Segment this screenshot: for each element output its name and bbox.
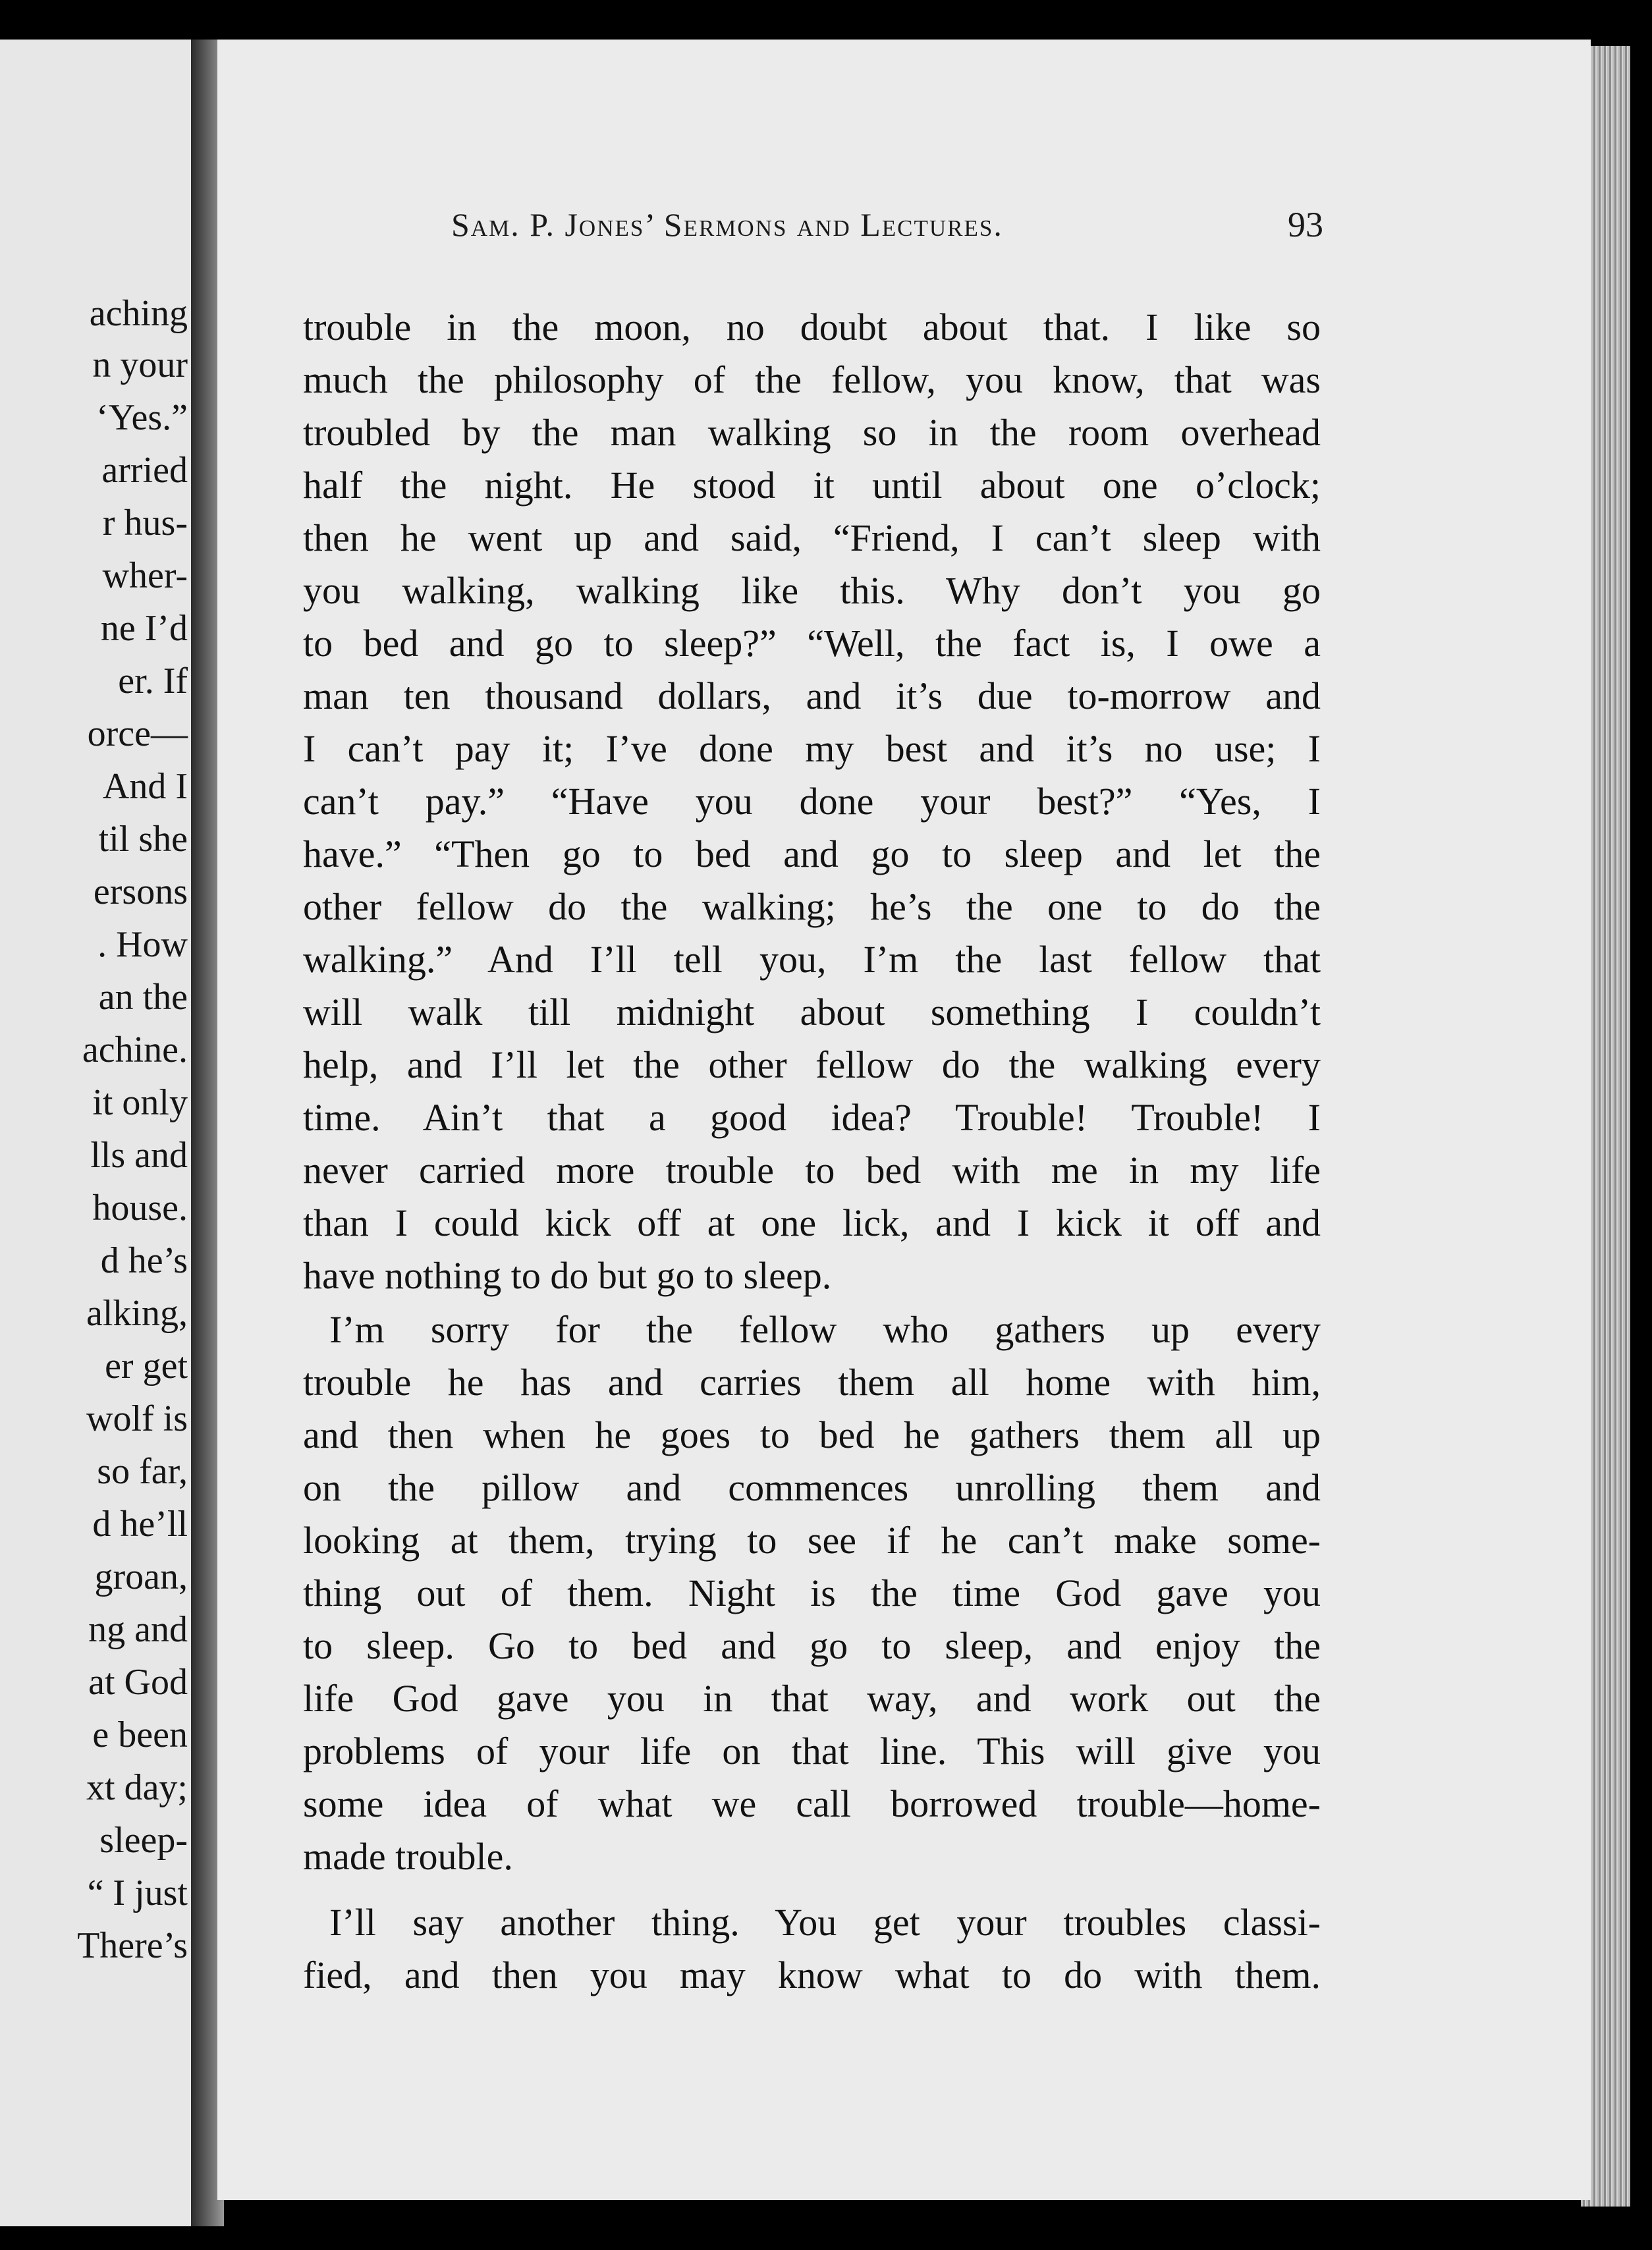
left-page-line: orce—: [87, 713, 188, 754]
left-page-line: ‘Yes.”: [96, 397, 188, 438]
text-line: walking.” And I’ll tell you, I’m the last fellow that: [303, 938, 1321, 981]
left-page-line: house.: [92, 1188, 188, 1228]
text-line: and then when he goes to bed he gathers them all up: [303, 1413, 1321, 1456]
left-page-line: “ I just: [87, 1873, 188, 1913]
page-number: 93: [1288, 205, 1323, 244]
text-line: to sleep. Go to bed and go to sleep, and enjoy the: [303, 1624, 1321, 1667]
left-page-line: so far,: [97, 1451, 188, 1492]
text-line: help, and I’ll let the other fellow do the walking every: [303, 1043, 1321, 1086]
text-line: trouble in the moon, no doubt about that. I like so: [303, 306, 1321, 348]
text-line: have nothing to do but go to sleep.: [303, 1254, 832, 1297]
text-line: will walk till midnight about something I couldn’t: [303, 991, 1321, 1033]
text-line: can’t pay.” “Have you done your best?” “Yes, I: [303, 780, 1321, 823]
paragraph-first-line: I’m sorry for the fellow who gathers up every: [329, 1308, 1321, 1351]
left-page-line: xt day;: [86, 1767, 188, 1808]
text-line: than I could kick off at one lick, and I kick it off and: [303, 1201, 1321, 1244]
left-page-line: ne I’d: [100, 608, 188, 649]
left-page-line: er get: [105, 1346, 188, 1386]
text-line: some idea of what we call borrowed trouble—home-: [303, 1782, 1321, 1825]
left-page-line: arried: [101, 450, 188, 491]
text-line: on the pillow and commences unrolling them and: [303, 1466, 1321, 1509]
left-page-line: e been: [92, 1715, 188, 1755]
text-line: other fellow do the walking; he’s the one to do the: [303, 885, 1321, 928]
paragraph-first-line: I’ll say another thing. You get your troubles classi-: [329, 1901, 1321, 1944]
text-line: to bed and go to sleep?” “Well, the fact is, I owe a: [303, 622, 1321, 665]
text-line: trouble he has and carries them all home with him,: [303, 1361, 1321, 1404]
text-line: looking at them, trying to see if he can’t make some-: [303, 1519, 1321, 1562]
left-page-line: wolf is: [86, 1398, 188, 1439]
left-page-line: alking,: [86, 1293, 188, 1334]
facing-page-left: [0, 40, 194, 2226]
text-line: then he went up and said, “Friend, I can’t sleep with: [303, 516, 1321, 559]
left-page-line: an the: [98, 977, 188, 1018]
left-page-line: n your: [92, 344, 188, 385]
left-page-line: groan,: [94, 1556, 188, 1597]
text-line: troubled by the man walking so in the room overhead: [303, 411, 1321, 454]
left-page-line: r hus-: [102, 503, 188, 543]
left-page-line: it only: [92, 1082, 188, 1123]
text-line: you walking, walking like this. Why don’t you go: [303, 569, 1321, 612]
left-page-line: at God: [88, 1662, 188, 1703]
left-page-line: And I: [102, 766, 188, 807]
text-line: have.” “Then go to bed and go to sleep and let the: [303, 833, 1321, 875]
text-line: much the philosophy of the fellow, you know, that was: [303, 358, 1321, 401]
left-page-line: sleep-: [99, 1820, 188, 1861]
text-line: life God gave you in that way, and work out the: [303, 1677, 1321, 1720]
text-line: man ten thousand dollars, and it’s due to-morrow and: [303, 674, 1321, 717]
left-page-line: wher-: [102, 555, 188, 596]
left-page-line: . How: [97, 924, 188, 965]
text-line: fied, and then you may know what to do with them.: [303, 1954, 1321, 1996]
left-page-line: lls and: [90, 1135, 188, 1176]
left-page-line: er. If: [118, 661, 188, 701]
text-line: never carried more trouble to bed with me in my life: [303, 1149, 1321, 1192]
left-page-line: d he’s: [100, 1240, 188, 1281]
page-right: [217, 40, 1591, 2200]
left-page-line: There’s: [77, 1925, 188, 1966]
text-line: thing out of them. Night is the time God gave you: [303, 1572, 1321, 1614]
left-page-line: achine.: [82, 1029, 188, 1070]
text-line: half the night. He stood it until about one o’clock;: [303, 464, 1321, 507]
left-page-line: aching: [89, 293, 188, 334]
left-page-line: ersons: [93, 871, 188, 912]
text-line: time. Ain’t that a good idea? Trouble! Trouble! I: [303, 1096, 1321, 1139]
text-line: made trouble.: [303, 1835, 513, 1878]
running-head: Sam. P. Jones’ Sermons and Lectures.: [451, 206, 1003, 243]
text-line: problems of your life on that line. This will give you: [303, 1730, 1321, 1772]
left-page-line: ng and: [88, 1609, 188, 1650]
left-page-line: d he’ll: [92, 1504, 188, 1545]
left-page-line: til she: [98, 819, 188, 860]
text-line: I can’t pay it; I’ve done my best and it’s no use; I: [303, 727, 1321, 770]
